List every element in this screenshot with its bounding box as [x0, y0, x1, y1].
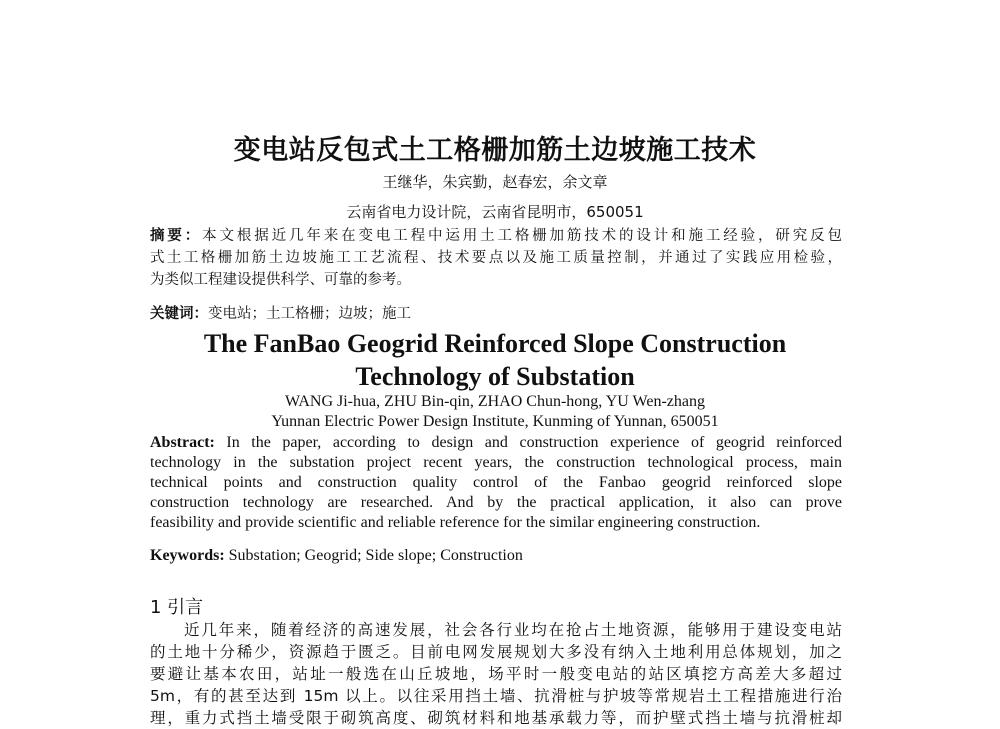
- english-keywords-label: Keywords:: [150, 547, 225, 564]
- chinese-abstract-line: 摘要：本文根据近几年来在变电工程中运用土工格栅加筋技术的设计和施工经验，研究反包: [150, 228, 842, 244]
- english-title-line-2: Technology of Substation: [355, 362, 635, 391]
- chinese-affiliation: 云南省电力设计院，云南省昆明市，650051: [346, 203, 644, 221]
- section-heading: 1 引言: [150, 597, 204, 618]
- chinese-abstract-label: 摘要：: [150, 228, 203, 244]
- body-paragraph-line: 的土地十分稀少，资源趋于匮乏。目前电网发展规划大多没有纳入土地利用总体规划，加之: [150, 643, 842, 661]
- chinese-title: 变电站反包式土工格栅加筋土边坡施工技术: [233, 135, 757, 166]
- chinese-abstract-line: 为类似工程建设提供科学、可靠的参考。: [150, 272, 411, 288]
- english-abstract-line: technology in the substation project recent years, the construction technological process, main: [150, 454, 842, 471]
- english-affiliation: Yunnan Electric Power Design Institute, Kunming of Yunnan, 650051: [271, 413, 719, 430]
- english-abstract-line: technical points and construction quality control of the Fanbao geogrid reinforced slope: [150, 474, 842, 491]
- chinese-abstract-line: 式土工格栅加筋土边坡施工工艺流程、技术要点以及施工质量控制，并通过了实践应用检验，: [150, 250, 842, 266]
- english-abstract-line: construction technology are researched. And by the practical application, it also can prove: [150, 494, 842, 511]
- body-paragraph-line: 理，重力式挡土墙受限于砌筑高度、砌筑材料和地基承载力等，而护壁式挡土墙与抗滑桩却: [150, 709, 842, 727]
- chinese-keywords-label: 关键词：: [150, 306, 208, 322]
- chinese-authors: 王继华，朱宾勤，赵春宏，余文章: [382, 173, 608, 191]
- body-paragraph-line: 5m，有的甚至达到 15m 以上。以往采用挡土墙、抗滑桩与护坡等常规岩土工程措施进行治: [150, 687, 842, 705]
- body-paragraph-line: 近几年来，随着经济的高速发展，社会各行业均在抢占土地资源，能够用于建设变电站: [184, 621, 842, 639]
- body-paragraph-line: 要避让基本农田，站址一般选在山丘坡地，场平时一般变电站的站区填挖方高差大多超过: [150, 665, 842, 683]
- english-abstract-line: feasibility and provide scientific and reliable reference for the similar engineering construction.: [150, 514, 761, 531]
- english-abstract-label: Abstract:: [150, 434, 215, 451]
- english-authors: WANG Ji-hua, ZHU Bin-qin, ZHAO Chun-hong, YU Wen-zhang: [285, 393, 705, 410]
- english-title-line-1: The FanBao Geogrid Reinforced Slope Construction: [203, 329, 787, 358]
- chinese-keywords: 关键词：变电站；土工格栅；边坡；施工: [150, 306, 411, 322]
- english-abstract-line: Abstract: In the paper, according to design and construction experience of geogrid reinforced: [150, 434, 842, 451]
- english-keywords: Keywords: Substation; Geogrid; Side slope; Construction: [150, 547, 523, 564]
